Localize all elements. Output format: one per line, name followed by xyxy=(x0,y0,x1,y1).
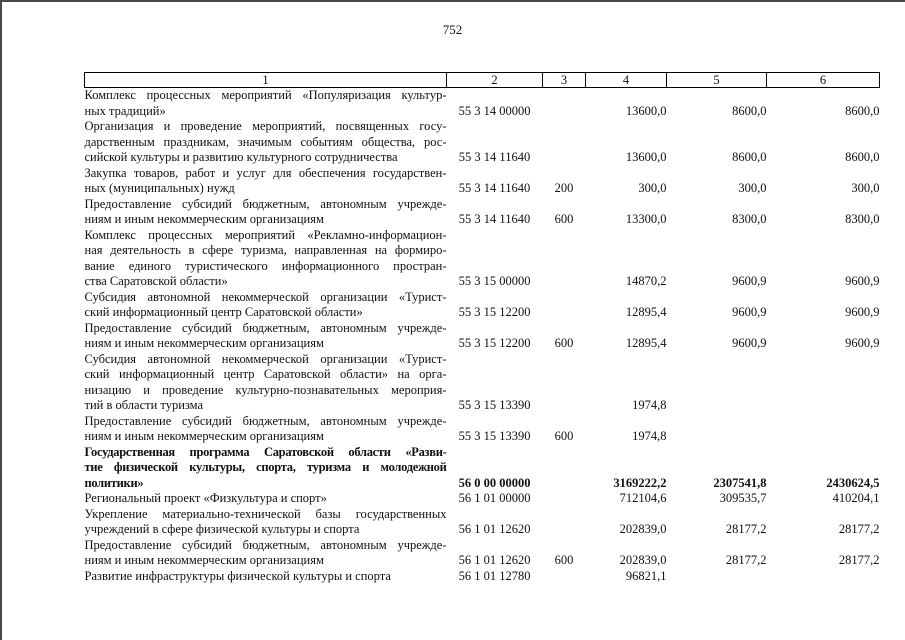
program-name-cell xyxy=(85,119,447,166)
page-left-edge-line xyxy=(0,0,2,640)
amount-cell-col4: 13600,0 xyxy=(625,103,667,118)
amount-cell-col4: 3169222,2 xyxy=(613,475,667,490)
program-name-line: Предоставление субсидий бюджетным, автономным учрежде- xyxy=(84,537,447,552)
table-row xyxy=(85,166,880,197)
expense-type-cell xyxy=(543,228,586,290)
program-name-line: Укрепление материально-технической базы государственных xyxy=(84,506,447,521)
program-name-line: Организация и проведение мероприятий, посвященных госу- xyxy=(84,119,447,133)
program-name-cell xyxy=(85,290,447,321)
table-row xyxy=(85,290,880,321)
table-row xyxy=(85,321,880,352)
program-name-line: Предоставление субсидий бюджетным, автономным учрежде- xyxy=(84,196,447,211)
amount-cell-col5: 28177,2 xyxy=(725,553,767,567)
table-row xyxy=(85,491,880,507)
table-row xyxy=(85,228,880,290)
amount-cell-col4: 1974,8 xyxy=(632,398,667,412)
amount-cell-col5: 2307541,8 xyxy=(713,475,767,490)
amount-cell-col5: 309535,7 xyxy=(719,491,767,505)
table-row xyxy=(85,352,880,414)
amount-cell-col5 xyxy=(667,352,767,414)
amount-cell-col6: 28177,2 xyxy=(838,553,880,567)
amount-cell-col5: 8300,0 xyxy=(732,212,767,226)
table-row xyxy=(85,507,880,538)
expense-type-cell: 600 xyxy=(554,553,574,567)
table-row xyxy=(85,445,880,492)
expense-type-cell: 200 xyxy=(554,181,574,195)
program-name-line: ная деятельность в сфере туризма, направленная на формиро- xyxy=(84,243,447,257)
table-row xyxy=(85,538,880,569)
table-row xyxy=(85,569,880,585)
program-name-line: ниям и иным некоммерческим организациям xyxy=(84,212,324,226)
expense-type-cell xyxy=(543,290,586,321)
amount-cell-col6 xyxy=(767,352,880,414)
program-name-cell xyxy=(85,445,447,492)
amount-cell-col5: 9600,9 xyxy=(732,336,767,350)
expense-type-cell xyxy=(543,352,586,414)
amount-cell-col6: 9600,9 xyxy=(845,274,880,288)
amount-cell-col6: 8300,0 xyxy=(845,212,880,226)
amount-cell-col4: 96821,1 xyxy=(625,568,667,583)
expense-type-cell xyxy=(543,88,586,120)
amount-cell-col6 xyxy=(767,414,880,445)
expense-type-cell: 600 xyxy=(554,336,574,350)
program-name-line: ных традиций» xyxy=(84,103,166,118)
table-header-row xyxy=(85,73,880,88)
header-col-6: 6 xyxy=(767,73,880,88)
header-col-3: 3 xyxy=(543,73,586,88)
program-name-line: Комплекс процессных мероприятий «Популяризация культур- xyxy=(84,88,447,102)
program-name-line: вание единого туристического информационного простран- xyxy=(84,258,447,273)
amount-cell-col4: 300,0 xyxy=(638,181,667,195)
amount-cell-col6: 8600,0 xyxy=(845,150,880,164)
table-row xyxy=(85,88,880,120)
program-name-line: Субсидия автономной некоммерческой организации «Турист- xyxy=(84,289,447,304)
program-name-line: Региональный проект «Физкультура и спорт» xyxy=(84,491,327,505)
budget-code-cell: 55 3 15 12200 xyxy=(458,305,531,319)
program-name-line: низацию и проведение культурно-познавательных мероприя- xyxy=(84,382,447,397)
amount-cell-col4: 14870,2 xyxy=(625,274,667,288)
program-name-line: Развитие инфраструктуры физической культуры и спорта xyxy=(84,568,391,583)
budget-code-cell: 56 1 01 12620 xyxy=(458,553,531,567)
program-name-line: Предоставление субсидий бюджетным, автономным учрежде- xyxy=(84,413,447,428)
header-col-2: 2 xyxy=(447,73,543,88)
budget-code-cell: 55 3 15 12200 xyxy=(458,336,531,350)
amount-cell-col6: 9600,9 xyxy=(845,336,880,350)
budget-code-cell: 56 1 01 12780 xyxy=(458,568,531,583)
header-col-5: 5 xyxy=(667,73,767,88)
budget-code-cell: 55 3 14 11640 xyxy=(458,181,531,195)
amount-cell-col4: 12895,4 xyxy=(625,305,667,319)
budget-code-cell: 55 3 14 11640 xyxy=(458,212,531,226)
budget-code-cell: 56 1 01 00000 xyxy=(458,491,531,505)
budget-code-cell: 56 0 00 00000 xyxy=(458,475,531,490)
program-name-line: Закупка товаров, работ и услуг для обеспечения государствен- xyxy=(84,165,447,180)
amount-cell-col4: 13600,0 xyxy=(625,150,667,164)
program-name-line: ства Саратовской области» xyxy=(84,274,228,288)
expense-type-cell xyxy=(543,119,586,166)
table-row xyxy=(85,119,880,166)
header-col-1: 1 xyxy=(85,73,447,88)
amount-cell-col6: 300,0 xyxy=(851,181,880,195)
program-name-line: тие физической культуры, спорта, туризма и молодежной xyxy=(84,460,447,474)
program-name-cell xyxy=(85,166,447,197)
expense-type-cell xyxy=(543,507,586,538)
expense-type-cell: 600 xyxy=(554,212,574,226)
amount-cell-col5: 28177,2 xyxy=(725,522,767,536)
budget-code-cell: 55 3 15 13390 xyxy=(458,429,531,443)
amount-cell-col4: 202839,0 xyxy=(619,522,667,536)
amount-cell-col4: 1974,8 xyxy=(632,429,667,443)
table-body xyxy=(85,88,880,585)
expense-type-cell xyxy=(543,491,586,507)
program-name-cell xyxy=(85,507,447,538)
amount-cell-col6: 410204,1 xyxy=(832,491,880,505)
amount-cell-col5 xyxy=(667,414,767,445)
page-number: 752 xyxy=(442,22,463,37)
program-name-line: ниям и иным некоммерческим организациям xyxy=(84,553,324,567)
amount-cell-col5: 8600,0 xyxy=(732,150,767,164)
program-name-cell xyxy=(85,197,447,228)
program-name-cell xyxy=(85,321,447,352)
program-name-cell xyxy=(85,352,447,414)
amount-cell-col6: 28177,2 xyxy=(838,522,880,536)
table-row xyxy=(85,414,880,445)
amount-cell-col5: 9600,9 xyxy=(732,274,767,288)
budget-code-cell: 55 3 15 00000 xyxy=(458,274,531,288)
amount-cell-col4: 712104,6 xyxy=(619,491,667,505)
program-name-line: тий в области туризма xyxy=(84,398,204,412)
table-row xyxy=(85,197,880,228)
expense-type-cell: 600 xyxy=(554,429,574,443)
amount-cell-col5: 300,0 xyxy=(738,181,767,195)
budget-table xyxy=(84,72,880,584)
amount-cell-col6: 2430624,5 xyxy=(826,475,880,490)
program-name-cell xyxy=(85,228,447,290)
amount-cell-col6 xyxy=(767,569,880,585)
amount-cell-col5 xyxy=(667,569,767,585)
program-name-cell xyxy=(85,88,447,120)
budget-code-cell: 55 3 14 00000 xyxy=(458,103,531,118)
amount-cell-col5: 8600,0 xyxy=(732,103,767,118)
amount-cell-col4: 12895,4 xyxy=(625,336,667,350)
amount-cell-col4: 13300,0 xyxy=(625,212,667,226)
program-name-line: Комплекс процессных мероприятий «Рекламно-информацион- xyxy=(84,227,447,242)
expense-type-cell xyxy=(543,445,586,492)
program-name-line: сийской культуры и развитию культурного сотрудничества xyxy=(84,150,398,164)
expense-type-cell xyxy=(543,569,586,585)
program-name-line: ниям и иным некоммерческим организациям xyxy=(84,429,324,443)
page-top-edge-line xyxy=(0,0,905,2)
budget-code-cell: 55 3 15 13390 xyxy=(458,398,531,412)
amount-cell-col6: 8600,0 xyxy=(845,103,880,118)
program-name-line: ниям и иным некоммерческим организациям xyxy=(84,336,324,350)
program-name-line: Субсидия автономной некоммерческой организации «Турист- xyxy=(84,351,447,366)
program-name-line: ский информационный центр Саратовской области» на орга- xyxy=(84,367,447,381)
header-col-4: 4 xyxy=(586,73,667,88)
program-name-cell xyxy=(85,538,447,569)
program-name-line: Предоставление субсидий бюджетным, автономным учрежде- xyxy=(84,320,447,335)
program-name-line: политики» xyxy=(84,475,144,490)
program-name-line: ский информационный центр Саратовской области» xyxy=(84,305,363,319)
budget-code-cell: 56 1 01 12620 xyxy=(458,522,531,536)
budget-code-cell: 55 3 14 11640 xyxy=(458,150,531,164)
table-header xyxy=(85,73,880,88)
program-name-line: Государственная программа Саратовской области «Разви- xyxy=(84,444,447,459)
program-name-cell xyxy=(85,414,447,445)
program-name-line: учреждений в сфере физической культуры и спорта xyxy=(84,522,360,536)
amount-cell-col5: 9600,9 xyxy=(732,305,767,319)
program-name-line: дарственным праздникам, значимым событиям общества, рос- xyxy=(84,134,447,149)
amount-cell-col4: 202839,0 xyxy=(619,553,667,567)
program-name-cell xyxy=(85,569,447,585)
program-name-line: ных (муниципальных) нужд xyxy=(84,181,235,195)
amount-cell-col6: 9600,9 xyxy=(845,305,880,319)
program-name-cell xyxy=(85,491,447,507)
